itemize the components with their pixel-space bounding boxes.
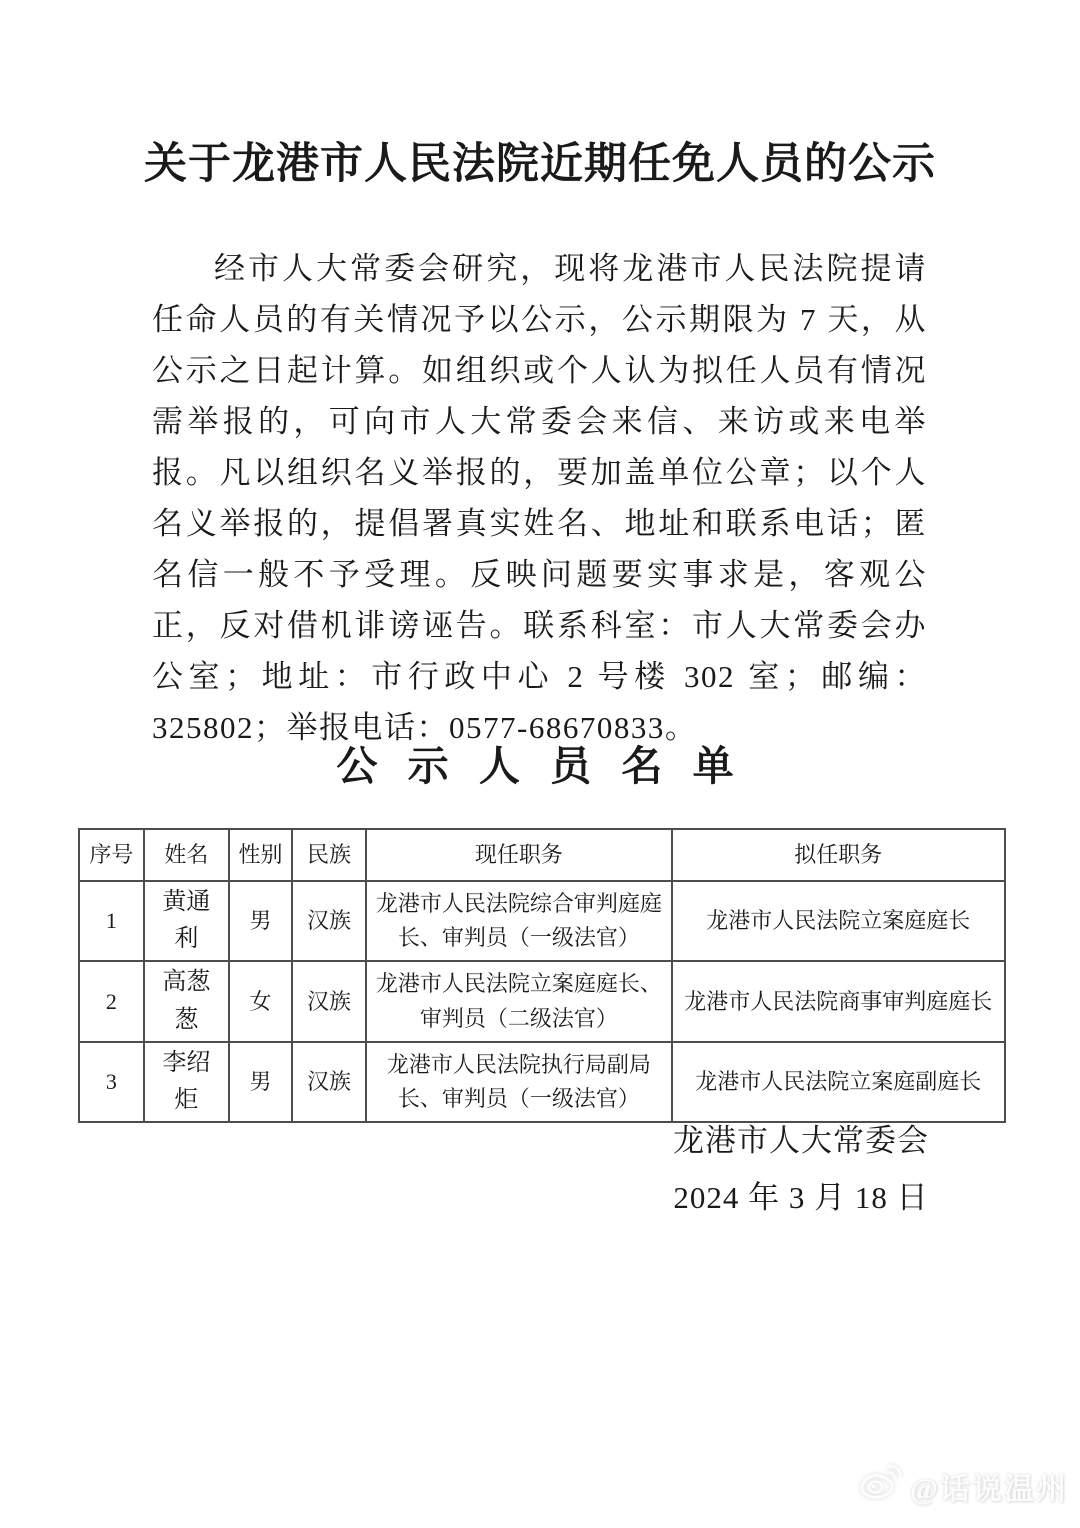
- cell-current-position: 龙港市人民法院执行局副局长、审判员（一级法官）: [366, 1042, 672, 1122]
- col-header-name: 姓名: [144, 829, 229, 881]
- personnel-table: [78, 828, 1006, 1123]
- watermark-label: @话说温州: [910, 1473, 1068, 1506]
- cell-name: 高葱葱: [144, 961, 229, 1041]
- cell-gender: 男: [229, 881, 292, 961]
- cell-ethnicity: 汉族: [292, 1042, 366, 1122]
- cell-no: 1: [79, 881, 144, 961]
- col-header-ethnicity: 民族: [292, 829, 366, 881]
- cell-name: 黄通利: [144, 881, 229, 961]
- cell-proposed-position: 龙港市人民法院立案庭副庭长: [672, 1042, 1005, 1122]
- cell-gender: 女: [229, 961, 292, 1041]
- weibo-icon: [860, 1464, 902, 1508]
- cell-gender: 男: [229, 1042, 292, 1122]
- cell-no: 3: [79, 1042, 144, 1122]
- issuing-authority: 龙港市人大常委会: [673, 1123, 929, 1158]
- cell-name: 李绍炬: [144, 1042, 229, 1122]
- col-header-current-position: 现任职务: [366, 829, 672, 881]
- col-header-gender: 性别: [229, 829, 292, 881]
- cell-current-position: 龙港市人民法院立案庭庭长、审判员（二级法官）: [366, 961, 672, 1041]
- announcement-body: 经市人大常委会研究，现将龙港市人民法院提请任命人员的有关情况予以公示，公示期限为 7 天，从公示之日起计算。如组织或个人认为拟任人员有情况需举报的，可向市人大常委会来信、来访或来电举报。凡以组织名义举报的，要加盖单位公章；以个人名义举报的，提倡署真实姓名、地址和联系电话；匿名信一般不予受理。反映问题要实事求是，客观公正，反对借机诽谤诬告。联系科室：市人大常委会办公室；地址：市行政中心 2 号楼 302 室；邮编：325802；举报电话：0577-68670833。: [152, 251, 927, 745]
- document-title: 关于龙港市人民法院近期任免人员的公示: [144, 141, 936, 188]
- col-header-proposed-position: 拟任职务: [672, 829, 1005, 881]
- cell-proposed-position: 龙港市人民法院商事审判庭庭长: [672, 961, 1005, 1041]
- cell-no: 2: [79, 961, 144, 1041]
- cell-ethnicity: 汉族: [292, 961, 366, 1041]
- cell-proposed-position: 龙港市人民法院立案庭庭长: [672, 881, 1005, 961]
- table-row: [79, 1042, 1005, 1122]
- col-header-no: 序号: [79, 829, 144, 881]
- table-row: [79, 961, 1005, 1041]
- table-row: [79, 881, 1005, 961]
- personnel-list-title: 公 示 人 员 名 单: [336, 743, 744, 789]
- cell-current-position: 龙港市人民法院综合审判庭庭长、审判员（一级法官）: [366, 881, 672, 961]
- table-header-row: [79, 829, 1005, 881]
- watermark: [860, 1464, 1068, 1508]
- issue-date: 2024 年 3 月 18 日: [673, 1180, 929, 1215]
- cell-ethnicity: 汉族: [292, 881, 366, 961]
